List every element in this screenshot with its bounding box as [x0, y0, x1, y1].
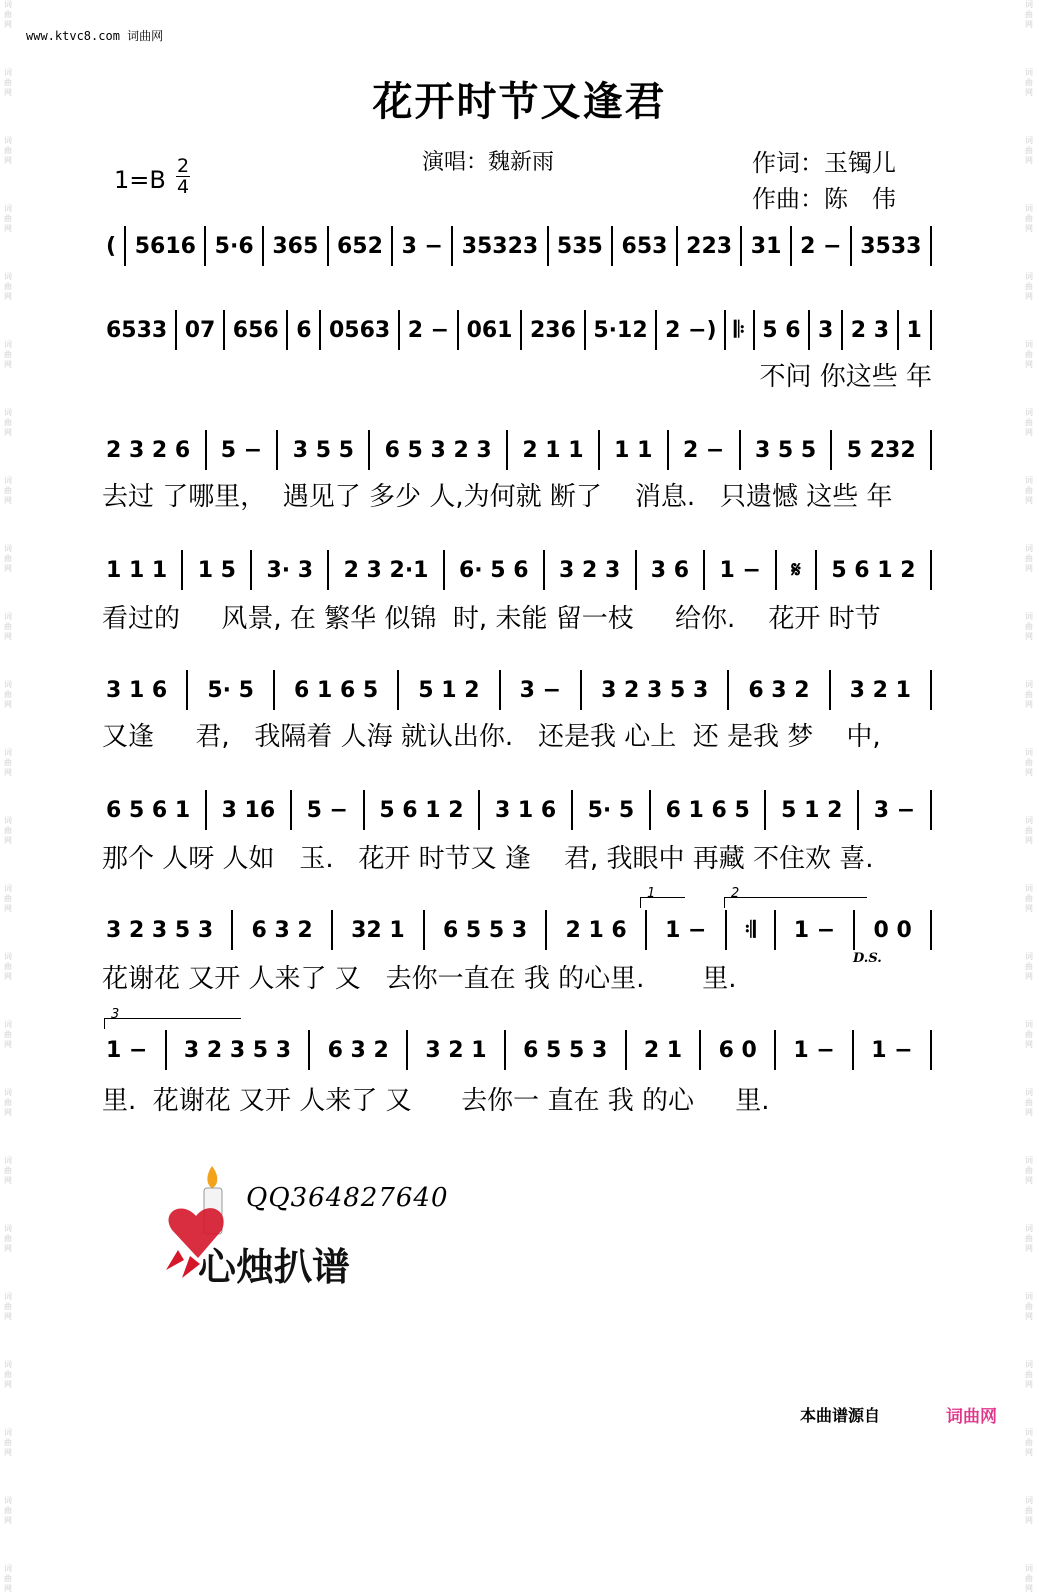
staff-line — [102, 906, 932, 954]
measure: 5 1 2 — [781, 797, 843, 823]
staff-line — [102, 306, 932, 354]
measure: 535 — [556, 233, 603, 259]
staff-line — [102, 426, 932, 474]
side-watermark-text: 词曲网 — [1025, 136, 1033, 165]
barline — [930, 670, 932, 710]
side-watermark-text: 词曲网 — [4, 1564, 12, 1593]
measure: 3 2 1 — [849, 677, 911, 703]
key-signature: 1=B — [114, 166, 166, 194]
barline — [724, 310, 726, 350]
measure: 3 — [817, 317, 834, 343]
side-watermark-text: 词曲网 — [4, 204, 12, 233]
barline — [545, 910, 547, 950]
barline — [753, 310, 755, 350]
measure: 1 − — [793, 1037, 835, 1063]
measure: 236 — [529, 317, 576, 343]
measure: 2 3 2 6 — [106, 437, 191, 463]
measure: 6 3 2 — [748, 677, 810, 703]
barline — [504, 1030, 506, 1070]
side-watermark-text: 词曲网 — [4, 0, 12, 29]
measure: 656 — [232, 317, 279, 343]
measure: 6 0 — [718, 1037, 757, 1063]
lyric-line: 花谢花 又开 人来了 又 去你一直在 我 的心里. 里. — [102, 964, 737, 994]
measure: 2 − — [800, 233, 842, 259]
second-ending-bracket — [724, 886, 867, 908]
lyric-line: 又逢 君, 我隔着 人海 就认出你. 还是我 心上 还 是我 梦 中, — [102, 722, 881, 752]
measure: 5· 5 — [207, 677, 254, 703]
barline — [571, 790, 573, 830]
measure: 3 2 3 5 3 — [106, 917, 214, 943]
measure: 2 −) — [665, 317, 717, 343]
barline — [841, 310, 843, 350]
staff-line — [102, 666, 932, 714]
measure: 3 − — [873, 797, 916, 823]
notes-row — [102, 426, 932, 474]
measure: 5 6 1 2 — [379, 797, 464, 823]
barline — [774, 1030, 776, 1070]
side-watermark-text: 词曲网 — [1025, 0, 1033, 29]
barline — [478, 790, 480, 830]
measure: 5·12 — [593, 317, 648, 343]
right-watermark-strip — [1023, 0, 1037, 1593]
measure: 𝄆 — [734, 317, 745, 343]
barline — [611, 226, 613, 266]
barline — [397, 670, 399, 710]
credits-block — [752, 145, 896, 217]
measure: 3 1 6 — [106, 677, 168, 703]
lyric-line: 那个 人呀 人如 玉. 花开 时节又 逢 君, 我眼中 再藏 不住欢 喜. — [102, 844, 874, 874]
barline — [727, 670, 729, 710]
barline — [406, 1030, 408, 1070]
barline — [308, 1030, 310, 1070]
measure: 6· 5 6 — [458, 557, 529, 583]
barline — [273, 670, 275, 710]
barline — [398, 310, 400, 350]
barline — [368, 430, 370, 470]
barline — [250, 550, 252, 590]
side-watermark-text: 词曲网 — [1025, 272, 1033, 301]
measure: 6 1 6 5 — [665, 797, 750, 823]
qq-number: QQ364827640 — [246, 1183, 449, 1213]
barline — [290, 790, 292, 830]
side-watermark-text: 词曲网 — [1025, 1360, 1033, 1389]
composer-credit: 作曲：陈 伟 — [752, 185, 896, 213]
measure: 0563 — [328, 317, 391, 343]
side-watermark-text: 词曲网 — [1025, 476, 1033, 505]
barline — [327, 550, 329, 590]
barline — [205, 790, 207, 830]
measure: 1 5 — [197, 557, 236, 583]
side-watermark-text: 词曲网 — [1025, 748, 1033, 777]
measure: 3 2 1 — [425, 1037, 487, 1063]
lyric-line: 去过 了哪里， 遇见了 多少 人,为何就 断了 消息. 只遗憾 这些 年 — [102, 482, 893, 512]
measure: 2 1 1 — [522, 437, 584, 463]
barline — [857, 790, 859, 830]
side-watermark-text: 词曲网 — [4, 1428, 12, 1457]
barline — [930, 310, 932, 350]
barline — [739, 430, 741, 470]
measure: 3533 — [860, 233, 922, 259]
measure: 3 − — [519, 677, 562, 703]
side-watermark-text: 词曲网 — [4, 612, 12, 641]
measure: 061 — [466, 317, 513, 343]
barline — [930, 550, 932, 590]
barline — [829, 670, 831, 710]
side-watermark-text: 词曲网 — [4, 680, 12, 709]
logo-name: 心烛扒谱 — [198, 1245, 351, 1289]
second-ending-number: 2 — [731, 886, 740, 901]
barline — [331, 910, 333, 950]
measure: 6 — [296, 317, 312, 343]
barline — [520, 310, 522, 350]
barline — [457, 310, 459, 350]
measure: 3 2 3 5 3 — [183, 1037, 292, 1063]
side-watermark-text: 词曲网 — [4, 952, 12, 981]
barline — [830, 430, 832, 470]
staff-line — [102, 1026, 932, 1074]
barline — [204, 226, 206, 266]
side-watermark-text: 词曲网 — [4, 136, 12, 165]
measure: 3 2 3 5 3 — [601, 677, 709, 703]
side-watermark-text: 词曲网 — [4, 1224, 12, 1253]
barline — [764, 790, 766, 830]
notes-row — [102, 1026, 932, 1074]
barline — [815, 550, 817, 590]
song-title: 花开时节又逢君 — [372, 79, 667, 125]
measure: 0 0 — [873, 917, 912, 943]
measure: 5·6 — [214, 233, 254, 259]
barline — [897, 310, 899, 350]
barline — [506, 430, 508, 470]
first-ending-number: 1 — [647, 886, 656, 901]
barline — [790, 226, 792, 266]
side-watermark-text: 词曲网 — [1025, 612, 1033, 641]
meter-top: 2 — [176, 155, 190, 177]
side-watermark-text: 词曲网 — [4, 1020, 12, 1049]
side-watermark-text: 词曲网 — [1025, 204, 1033, 233]
barline — [543, 550, 545, 590]
measure: 1 − — [665, 917, 707, 943]
measure: 1 1 1 — [106, 557, 168, 583]
side-watermark-text: 词曲网 — [1025, 1428, 1033, 1457]
side-watermark-text: 词曲网 — [4, 1496, 12, 1525]
side-watermark-text: 词曲网 — [1025, 884, 1033, 913]
side-watermark-text: 词曲网 — [1025, 680, 1033, 709]
side-watermark-text: 词曲网 — [1025, 1156, 1033, 1185]
barline — [231, 910, 233, 950]
source-site: 词曲网 — [946, 1407, 997, 1427]
measure: 5 − — [306, 797, 348, 823]
barline — [584, 310, 586, 350]
measure: 1 1 — [614, 437, 653, 463]
measure: 07 — [184, 317, 216, 343]
measure: 223 — [686, 233, 733, 259]
measure: 5 1 2 — [418, 677, 480, 703]
lyric-line: 不问 你这些 年 — [759, 362, 932, 392]
measure: 1 − — [106, 1037, 148, 1063]
meter-bottom: 4 — [176, 176, 190, 198]
barline — [598, 430, 600, 470]
lyricist-credit: 作词：玉镯儿 — [752, 149, 896, 177]
side-watermark-text: 词曲网 — [1025, 816, 1033, 845]
barline — [205, 430, 207, 470]
side-watermark-text: 词曲网 — [4, 816, 12, 845]
notes-row — [102, 546, 932, 594]
measure: 5 6 1 2 — [831, 557, 916, 583]
measure: 5 6 — [762, 317, 801, 343]
side-watermark-text: 词曲网 — [4, 476, 12, 505]
measure: 3 6 — [650, 557, 690, 583]
barline — [930, 910, 932, 950]
barline — [443, 550, 445, 590]
measure: 3 16 — [221, 797, 276, 823]
measure: 6 3 2 — [251, 917, 313, 943]
measure: ( — [106, 233, 117, 259]
measure: 31 — [750, 233, 782, 259]
measure: 1 − — [719, 557, 761, 583]
barline — [740, 226, 742, 266]
barline — [635, 550, 637, 590]
barline — [580, 670, 582, 710]
side-watermark-text: 词曲网 — [4, 1088, 12, 1117]
measure: 𝄇 — [744, 917, 756, 943]
barline — [319, 310, 321, 350]
side-watermark-text: 词曲网 — [1025, 1564, 1033, 1593]
barline — [930, 226, 932, 266]
left-watermark-strip — [2, 0, 16, 1593]
measure: 5· 5 — [587, 797, 635, 823]
measure: 2 3 2·1 — [343, 557, 429, 583]
barline — [363, 790, 365, 830]
barline — [850, 226, 852, 266]
staff-line — [102, 222, 932, 270]
side-watermark-text: 词曲网 — [1025, 1292, 1033, 1321]
dal-segno-mark: D.S. — [853, 951, 882, 966]
barline — [703, 550, 705, 590]
barline — [186, 670, 188, 710]
measure: 6533 — [106, 317, 168, 343]
measure: 652 — [336, 233, 383, 259]
measure: 3 1 6 — [494, 797, 557, 823]
side-watermark-text: 词曲网 — [4, 340, 12, 369]
measure: 2 3 — [850, 317, 890, 343]
measure: 6 5 6 1 — [106, 797, 191, 823]
barline — [499, 670, 501, 710]
barline — [667, 430, 669, 470]
singer-credit: 演唱：魏新雨 — [422, 150, 555, 175]
barline — [276, 430, 278, 470]
measure: 6 3 2 — [327, 1037, 389, 1063]
barline — [327, 226, 329, 266]
measure: 32 1 — [351, 917, 405, 943]
side-watermark-text: 词曲网 — [1025, 544, 1033, 573]
measure: 3 5 5 — [754, 437, 817, 463]
barline — [625, 1030, 627, 1070]
barline — [930, 1030, 932, 1070]
barline — [223, 310, 225, 350]
barline — [165, 1030, 167, 1070]
first-ending-bracket — [640, 886, 685, 908]
barline — [808, 310, 810, 350]
side-watermark-text: 词曲网 — [4, 1292, 12, 1321]
barline — [852, 1030, 854, 1070]
side-watermark-text: 词曲网 — [4, 1360, 12, 1389]
third-ending-number: 3 — [111, 1007, 120, 1022]
measure: 𝄋 — [791, 557, 801, 583]
staff-line — [102, 546, 932, 594]
barline — [423, 910, 425, 950]
measure: 3 − — [401, 233, 443, 259]
barline — [655, 310, 657, 350]
measure: 365 — [272, 233, 319, 259]
measure: 3 2 3 — [559, 557, 621, 583]
measure: 2 1 — [643, 1037, 683, 1063]
barline — [699, 1030, 701, 1070]
measure: 1 − — [871, 1037, 913, 1063]
barline — [774, 910, 776, 950]
side-watermark-text: 词曲网 — [4, 544, 12, 573]
notes-row — [102, 786, 932, 834]
measure: 6 5 5 3 — [442, 917, 528, 943]
measure: 6 5 5 3 — [523, 1037, 608, 1063]
barline — [175, 310, 177, 350]
barline — [124, 226, 126, 266]
notes-row — [102, 666, 932, 714]
side-watermark-text: 词曲网 — [1025, 1088, 1033, 1117]
barline — [286, 310, 288, 350]
side-watermark-text: 词曲网 — [1025, 952, 1033, 981]
barline — [649, 790, 651, 830]
measure: 6 1 6 5 — [294, 677, 379, 703]
barline — [645, 910, 647, 950]
side-watermark-text: 词曲网 — [1025, 1224, 1033, 1253]
measure: 1 − — [793, 917, 836, 943]
side-watermark-text: 词曲网 — [4, 748, 12, 777]
measure: 3· 3 — [266, 557, 314, 583]
barline — [547, 226, 549, 266]
measure: 2 1 6 — [565, 917, 627, 943]
measure: 6 5 3 2 3 — [384, 437, 492, 463]
side-watermark-text: 词曲网 — [1025, 68, 1033, 97]
measure: 2 − — [682, 437, 725, 463]
barline — [676, 226, 678, 266]
barline — [391, 226, 393, 266]
barline — [775, 550, 777, 590]
site-watermark: www.ktvc8.com 词曲网 — [26, 29, 164, 43]
measure: 35323 — [461, 233, 539, 259]
measure: 3 5 5 — [292, 437, 354, 463]
barline — [451, 226, 453, 266]
side-watermark-text: 词曲网 — [1025, 1020, 1033, 1049]
lyric-line: 里. 花谢花 又开 人来了 又 去你一 直在 我 的心 里. — [102, 1086, 770, 1116]
notes-row — [102, 222, 932, 270]
measure: 1 — [906, 317, 922, 343]
barline — [853, 910, 855, 950]
barline — [725, 910, 727, 950]
third-ending-bracket — [104, 1007, 241, 1029]
barline — [181, 550, 183, 590]
side-watermark-text: 词曲网 — [4, 1156, 12, 1185]
source-label: 本曲谱源自 — [800, 1406, 881, 1425]
side-watermark-text: 词曲网 — [1025, 408, 1033, 437]
time-signature — [174, 156, 192, 197]
measure: 2 − — [407, 317, 450, 343]
notes-row — [102, 906, 932, 954]
measure: 5 232 — [846, 437, 916, 463]
barline — [262, 226, 264, 266]
notes-row — [102, 306, 932, 354]
side-watermark-text: 词曲网 — [4, 884, 12, 913]
side-watermark-text: 词曲网 — [1025, 1496, 1033, 1525]
measure: 653 — [621, 233, 668, 259]
lyric-line: 看过的 风景, 在 繁华 似锦 时, 未能 留一枝 给你. 花开 时节 — [102, 604, 881, 634]
side-watermark-text: 词曲网 — [1025, 340, 1033, 369]
side-watermark-text: 词曲网 — [4, 408, 12, 437]
measure: 5 − — [220, 437, 263, 463]
staff-line — [102, 786, 932, 834]
side-watermark-text: 词曲网 — [4, 68, 12, 97]
measure: 5616 — [134, 233, 196, 259]
barline — [930, 430, 932, 470]
side-watermark-text: 词曲网 — [4, 272, 12, 301]
barline — [930, 790, 932, 830]
